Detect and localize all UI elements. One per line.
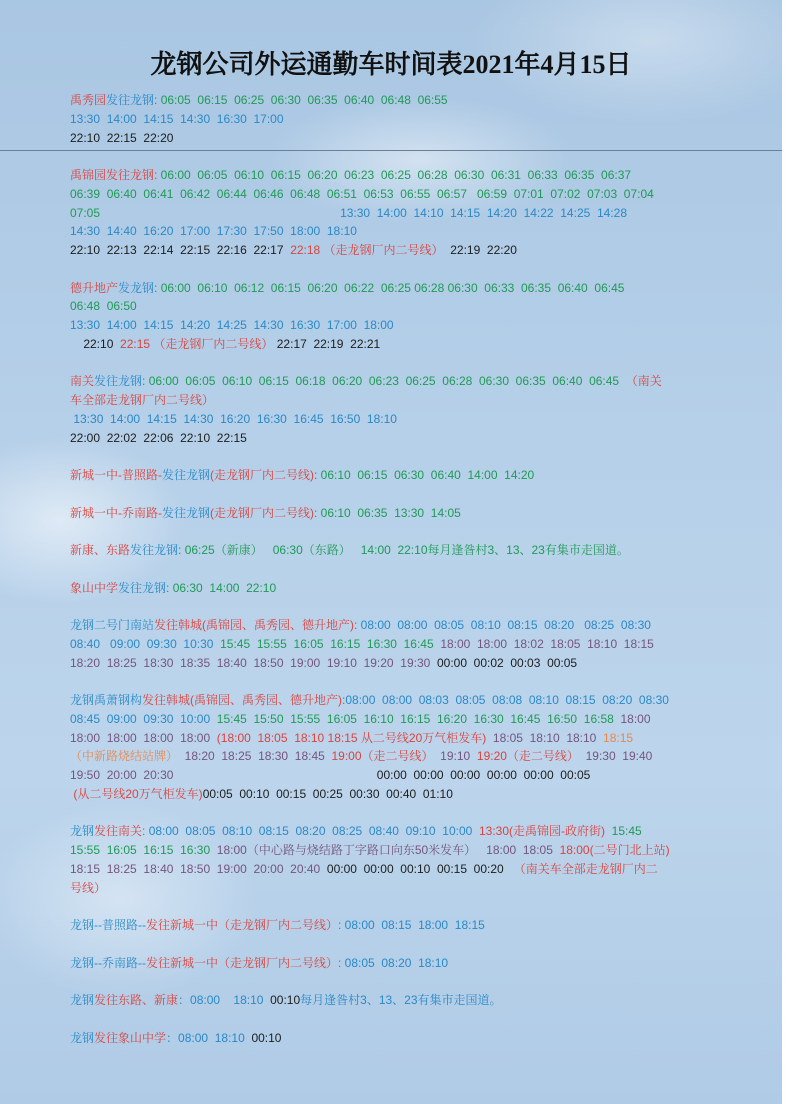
schedule-line: [70, 241, 730, 260]
schedule-text: 发往南关: [94, 824, 143, 839]
schedule-text: 禹锦园发往龙钢:: [70, 168, 161, 182]
schedule-line: [70, 710, 730, 729]
schedule-text: 00:00 00:00 00:10 00:15 00:20: [326, 861, 511, 876]
schedule-text: 08:40 09:00 09:30 10:30: [70, 636, 221, 651]
route-section: [70, 954, 730, 973]
schedule-line: [70, 635, 730, 654]
schedule-line: [70, 410, 730, 429]
schedule-text: 车全部走龙钢厂内二号线）: [70, 393, 215, 407]
schedule-text: 14:30 14:40 16:20 17:00 17:30 17:50 18:00 18:10: [70, 224, 357, 239]
route-section: [70, 822, 730, 897]
schedule-text: : 08:00 08:05 08:10 08:15 08:20 08:25 08:40 09:10 10:00: [142, 824, 479, 839]
schedule-text: 13:30 14:00 14:15 14:20 14:25 14:30 16:30 17:00 18:00: [70, 318, 394, 332]
schedule-text: 00:10: [251, 1030, 282, 1045]
schedule-text: : 08:00 08:00 08:05 08:10 08:15 08:20 08:25 08:30: [354, 618, 651, 632]
route-section: [70, 372, 730, 447]
schedule-line: [70, 747, 730, 766]
schedule-line: [70, 166, 730, 185]
schedule-text: : 06:30 14:00 22:10: [166, 580, 277, 595]
schedule-line: [70, 785, 730, 804]
schedule-line: [70, 616, 730, 635]
schedule-text: (18:00 18:05 18:10 18:15 从二号线20万气柜发车): [216, 730, 487, 745]
schedule-text: 22:10: [70, 336, 121, 351]
schedule-text: 发往新城一中（走龙钢厂内二号线）: [146, 918, 339, 932]
schedule-text: : 08:05 08:20 18:10: [338, 955, 449, 970]
schedule-line: [70, 222, 730, 241]
schedule-line: [70, 335, 730, 354]
schedule-text: 13:30(走禹锦园-政府街): [478, 824, 606, 839]
schedule-text: 象山中学: [70, 580, 119, 595]
schedule-text: : 06:10 06:35 13:30 14:05: [314, 505, 461, 520]
schedule-text: 发往龙钢: [118, 580, 167, 595]
schedule-text: 发往龙钢: [162, 468, 211, 482]
route-section: [70, 166, 730, 260]
schedule-text: 禹秀园: [70, 93, 107, 107]
schedule-text: 22:17 22:19 22:21: [273, 336, 381, 351]
route-section: [70, 541, 730, 560]
schedule-line: [70, 204, 730, 223]
schedule-text: 22:18 （走龙钢厂内二号线）: [290, 243, 444, 257]
schedule-text: 龙钢禹萧钢构: [70, 693, 143, 707]
schedule-text: 00:10: [270, 993, 301, 1007]
schedule-text: ：08:00 18:10: [178, 993, 271, 1007]
schedule-text: 龙钢--普照路--: [70, 918, 146, 932]
schedule-line: [70, 504, 730, 523]
schedule-text: 13:30 14:00 14:10 14:15 14:20 14:22 14:25 14:28: [100, 205, 627, 220]
schedule-text: 22:10 22:13 22:14 22:15 22:16 22:17: [70, 243, 291, 257]
schedule-text: 18:20 18:25 18:30 18:35 18:40 18:50 19:00 19:10 19:20 19:30: [70, 655, 437, 670]
schedule-text: 发往龙钢: [106, 93, 155, 107]
schedule-text: 22:19 22:20: [443, 243, 517, 257]
schedule-line: [70, 766, 730, 785]
route-section: [70, 691, 730, 804]
schedule-line: [70, 654, 730, 673]
schedule-text: 19:20（走二号线）: [476, 749, 579, 764]
schedule-text: (走龙钢厂内二号线): [210, 468, 315, 482]
schedule-text: 08:45 09:00 09:30 10:00: [70, 711, 217, 726]
schedule-text: （中新路烧结站牌）: [70, 749, 179, 764]
schedule-text: 发往韩城(禹锦园、禹秀园、德升地产): [154, 618, 355, 632]
schedule-text: : 06:00 06:10 06:12 06:15 06:20 06:22 06:25 06:28 06:30 06:33 06:35 06:40 06:45: [154, 280, 625, 295]
schedule-text: 发往韩城(禹锦园、禹秀园、德升地产): [142, 693, 343, 707]
schedule-line: [70, 822, 730, 841]
schedule-text: 13:30 14:00 14:15 14:30 16:30 17:00: [70, 111, 284, 126]
schedule-text: 22:10 22:15 22:20: [70, 130, 174, 145]
route-section: [70, 916, 730, 935]
schedule-text: 18:00（中心路与烧结路丁字路口向东50米发车） 18:00 18:05: [216, 843, 560, 857]
schedule-text: 18:00 18:00 18:00 18:00: [70, 730, 217, 745]
route-section: [70, 504, 730, 523]
schedule-text: 龙钢--乔南路--: [70, 955, 146, 970]
schedule-text: 15:55 16:05 16:15 16:30: [70, 843, 217, 857]
schedule-line: [70, 579, 730, 598]
schedule-line: [70, 991, 730, 1010]
schedule-text: 19:10: [433, 749, 477, 764]
schedule-line: [70, 729, 730, 748]
schedule-text: 15:45 15:50 15:55 16:05 16:10 16:15 16:20 16:30 16:45 16:50 16:58: [216, 711, 621, 726]
schedule-line: [70, 860, 730, 879]
schedule-line: [70, 691, 730, 710]
route-section: [70, 579, 730, 598]
schedule-text: 发往新城一中（走龙钢厂内二号线）: [146, 955, 339, 970]
route-section: [70, 1029, 730, 1048]
schedule-line: [70, 841, 730, 860]
schedule-text: 新城一中-乔南路-: [70, 505, 162, 520]
route-section: [70, 279, 730, 354]
schedule-text: 06:48 06:50: [70, 299, 137, 314]
schedule-text: 00:00 00:02 00:03 00:05: [436, 655, 578, 670]
schedule-text: 18:15: [603, 730, 634, 745]
divider: [0, 150, 782, 151]
schedule-text: 发龙钢: [118, 280, 155, 295]
schedule-text: : 06:10 06:15 06:30 06:40 14:00 14:20: [314, 468, 535, 482]
route-section: [70, 616, 730, 672]
schedule-text: 18:00(二号门北上站): [559, 843, 670, 857]
schedule-text: : 06:00 06:05 06:10 06:15 06:18 06:20 06:23 06:25 06:28 06:30 06:35 06:40 06:45: [142, 374, 626, 389]
schedule-line: [70, 297, 730, 316]
schedule-line: [70, 279, 730, 298]
route-section: [70, 466, 730, 485]
schedule-text: 18:20 18:25 18:30 18:45: [178, 749, 332, 764]
schedule-text: 发往龙钢: [162, 505, 211, 520]
schedule-text: 德升地产: [70, 280, 119, 295]
schedule-text: 18:00: [620, 711, 651, 726]
schedule-text: 龙钢: [70, 993, 95, 1007]
schedule-text: 07:05: [70, 205, 101, 220]
schedule-text: : 06:05 06:15 06:25 06:30 06:35 06:40 06:48 06:55: [154, 93, 448, 107]
schedule-text: 新城一中-普照路-: [70, 468, 162, 482]
schedule-line: [70, 916, 730, 935]
schedule-text: 22:00 22:02 22:06 22:10 22:15: [70, 430, 247, 445]
schedule-text: 06:00 06:05 06:10 06:15 06:20 06:23 06:25 06:28 06:30 06:31 06:33 06:35 06:37: [160, 168, 632, 182]
schedule-text: 22:15 （走龙钢厂内二号线）: [120, 336, 274, 351]
schedule-line: [70, 372, 730, 391]
schedule-text: 发往象山中学: [94, 1030, 167, 1045]
schedule-line: [70, 185, 730, 204]
schedule-text: : 08:00 08:15 18:00 18:15: [338, 918, 485, 932]
page-title: 龙钢公司外运通勤车时间表2021年4月15日: [150, 50, 632, 79]
schedule-line: [70, 466, 730, 485]
schedule-text: 新康、东路: [70, 543, 131, 557]
schedule-text: 00:00 00:00 00:00 00:00 00:00 00:05: [173, 768, 591, 782]
schedule-text: 南关: [70, 374, 95, 389]
schedule-line: [70, 316, 730, 335]
schedule-text: （南关车全部走龙钢厂内二: [510, 861, 658, 876]
schedule-text: 龙钢二号门南站: [70, 618, 155, 632]
schedule-text: 15:45 15:55 16:05 16:15 16:30 16:45: [220, 636, 441, 651]
schedule-text: ：08:00 18:10: [166, 1030, 252, 1045]
schedule-line: [70, 954, 730, 973]
schedule-text: 龙钢: [70, 824, 95, 839]
schedule-text: 15:45: [605, 824, 642, 839]
schedule-text: 龙钢: [70, 1030, 95, 1045]
schedule-text: 06:39 06:40 06:41 06:42 06:44 06:46 06:48 06:51 06:53 06:55 06:57 06:59 07:01 07:02 07:03 07:04: [70, 186, 654, 201]
schedule-text: :08:00 08:00 08:03 08:05 08:08 08:10 08:15 08:20 08:30: [342, 693, 669, 707]
schedule-text: : 06:25（新康） 06:30（东路） 14:00 22:10每月逢昝村3、13、23有集市走国道。: [178, 543, 629, 557]
schedule-line: [70, 429, 730, 448]
schedule-line: [70, 879, 730, 898]
schedule-text: 每月逢昝村3、13、23有集市走国道。: [300, 993, 502, 1007]
schedule-text: 18:15 18:25 18:40 18:50 19:00 20:00 20:40: [70, 861, 327, 876]
schedule-text: 发往龙钢: [130, 543, 179, 557]
schedule-line: [70, 91, 730, 110]
route-section: [70, 991, 730, 1010]
schedule-text: 发往东路、新康: [94, 993, 179, 1007]
schedule-text: (走龙钢厂内二号线): [210, 505, 315, 520]
schedule-line: [70, 110, 730, 129]
schedule-text: 19:30 19:40: [578, 749, 653, 764]
schedule-text: (从二号线20万气柜发车): [70, 786, 203, 801]
schedule-text: 19:00（走二号线）: [331, 749, 434, 764]
schedule-text: 发往龙钢: [94, 374, 143, 389]
schedule-text: 18:05 18:10 18:10: [486, 730, 604, 745]
schedule-line: [70, 541, 730, 560]
schedule-text: 号线）: [70, 880, 107, 895]
schedule-line: [70, 129, 730, 148]
schedule-text: 19:50 20:00 20:30: [70, 768, 174, 782]
schedule-text: 18:00 18:00 18:02 18:05 18:10 18:15: [440, 636, 654, 651]
schedule-line: [70, 391, 730, 410]
schedule-text: 13:30 14:00 14:15 14:30 16:20 16:30 16:45 16:50 18:10: [70, 411, 397, 426]
route-section: [70, 91, 730, 147]
schedule-text: 00:05 00:10 00:15 00:25 00:30 00:40 01:10: [202, 786, 453, 801]
schedule-text: （南关: [625, 374, 662, 389]
schedule-line: [70, 1029, 730, 1048]
